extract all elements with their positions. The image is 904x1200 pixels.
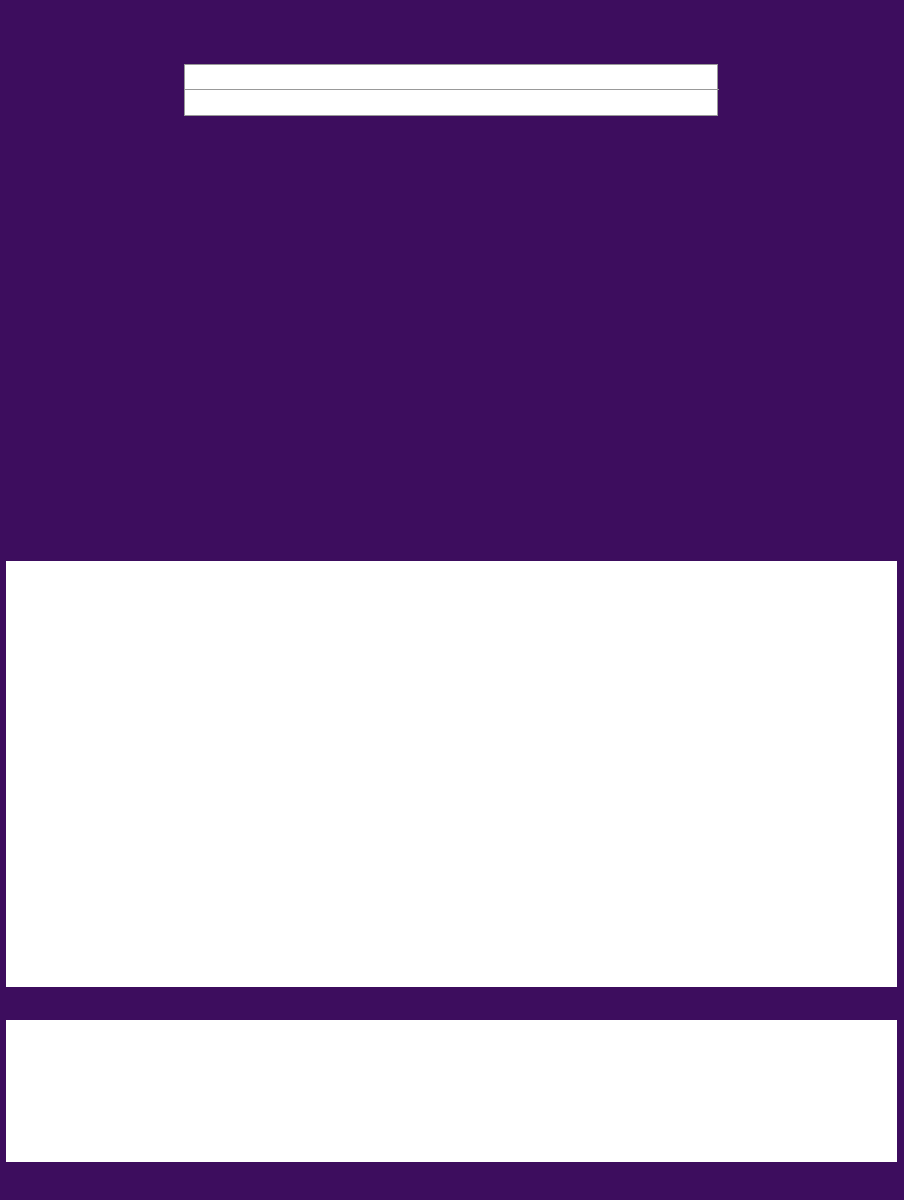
- forward-half-chart: [6, 1020, 897, 1162]
- gws-logo-icon: [191, 94, 209, 112]
- summary-row-sydney: [185, 65, 719, 90]
- shot-map-panel: [6, 561, 897, 987]
- sydney-logo-icon: [191, 68, 209, 86]
- summary-table: [184, 64, 718, 116]
- shot-map-chart: [6, 561, 897, 987]
- summary-row-gws: [185, 91, 719, 116]
- forward-half-panel: [6, 1020, 897, 1162]
